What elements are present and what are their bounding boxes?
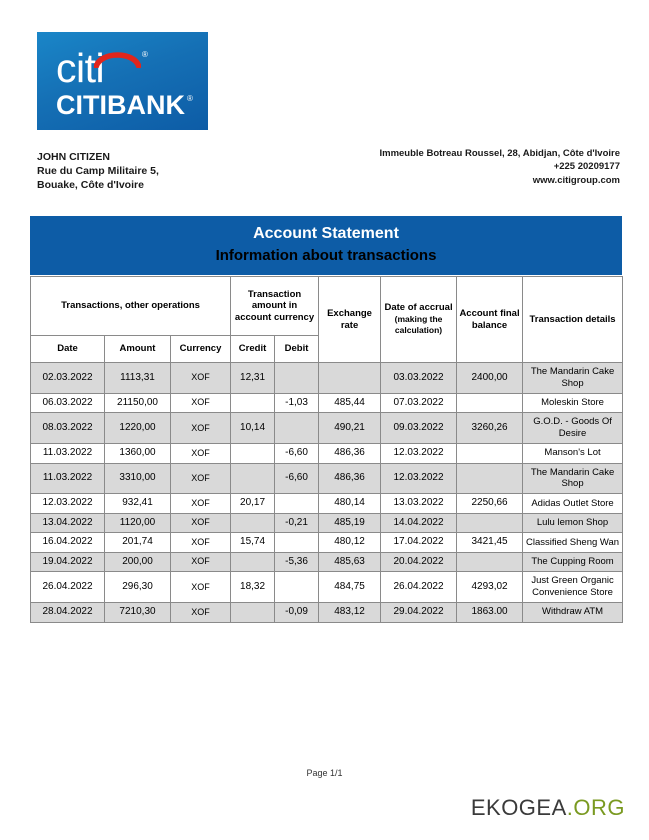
cell-currency: XOF	[171, 463, 231, 494]
cell-transaction-details: The Mandarin Cake Shop	[523, 463, 623, 494]
logo-registered-mark-bottom: ®	[187, 94, 193, 103]
cell-debit	[275, 533, 319, 553]
cell-amount: 201,74	[105, 533, 171, 553]
page-number: Page 1/1	[306, 768, 343, 778]
header-transactions-group: Transactions, other operations	[31, 277, 231, 336]
cell-debit: -6,60	[275, 444, 319, 464]
cell-transaction-details: Manson's Lot	[523, 444, 623, 464]
statement-subtitle: Information about transactions	[215, 247, 437, 265]
header-debit: Debit	[275, 336, 319, 363]
cell-currency: XOF	[171, 363, 231, 394]
cell-amount: 3310,00	[105, 463, 171, 494]
header-date-of-accrual-note: (making the calculation)	[394, 313, 443, 336]
cell-currency: XOF	[171, 513, 231, 533]
header-currency: Currency	[171, 336, 231, 363]
table-header-group-row	[31, 277, 623, 336]
cell-accrual-date: 07.03.2022	[381, 393, 457, 413]
cell-credit	[231, 393, 275, 413]
cell-exchange-rate	[319, 363, 381, 394]
cell-amount: 200,00	[105, 552, 171, 572]
cell-debit	[275, 572, 319, 603]
cell-currency: XOF	[171, 393, 231, 413]
cell-exchange-rate: 480,12	[319, 533, 381, 553]
cell-credit: 12,31	[231, 363, 275, 394]
cell-debit: -1,03	[275, 393, 319, 413]
header-transaction-amount-group: Transaction amount in account currency	[231, 277, 319, 336]
cell-exchange-rate: 486,36	[319, 444, 381, 464]
cell-amount: 1220,00	[105, 413, 171, 444]
cell-final-balance	[457, 393, 523, 413]
table-row	[31, 463, 623, 494]
cell-accrual-date: 03.03.2022	[381, 363, 457, 394]
cell-credit	[231, 603, 275, 623]
watermark-primary: EKOGEA	[470, 795, 567, 820]
table-row	[31, 413, 623, 444]
cell-date: 06.03.2022	[31, 393, 105, 413]
cell-exchange-rate: 484,75	[319, 572, 381, 603]
cell-debit	[275, 494, 319, 514]
cell-date: 02.03.2022	[31, 363, 105, 394]
cell-amount: 296,30	[105, 572, 171, 603]
table-row	[31, 572, 623, 603]
cell-accrual-date: 17.04.2022	[381, 533, 457, 553]
cell-amount: 21150,00	[105, 393, 171, 413]
cell-transaction-details: Moleskin Store	[523, 393, 623, 413]
statement-banner	[30, 216, 622, 275]
logo-registered-mark-top: ®	[142, 50, 148, 59]
cell-exchange-rate: 490,21	[319, 413, 381, 444]
cell-transaction-details: Withdraw ATM	[523, 603, 623, 623]
cell-amount: 1113,31	[105, 363, 171, 394]
cell-currency: XOF	[171, 494, 231, 514]
table-row	[31, 393, 623, 413]
header-transaction-details: Transaction details	[523, 277, 623, 363]
table-row	[31, 552, 623, 572]
cell-currency: XOF	[171, 533, 231, 553]
cell-transaction-details: Just Green Organic Convenience Store	[523, 572, 623, 603]
cell-final-balance: 3260,26	[457, 413, 523, 444]
cell-transaction-details: G.O.D. - Goods Of Desire	[523, 413, 623, 444]
header-exchange-rate: Exchange rate	[319, 277, 381, 363]
table-row	[31, 444, 623, 464]
header-date: Date	[31, 336, 105, 363]
cell-currency: XOF	[171, 603, 231, 623]
cell-debit	[275, 413, 319, 444]
cell-final-balance	[457, 552, 523, 572]
header-date-of-accrual	[381, 277, 457, 363]
cell-accrual-date: 12.03.2022	[381, 463, 457, 494]
cell-final-balance: 3421,45	[457, 533, 523, 553]
table-row	[31, 494, 623, 514]
transactions-table	[30, 276, 623, 623]
cell-currency: XOF	[171, 413, 231, 444]
table-row	[31, 533, 623, 553]
cell-transaction-details: The Cupping Room	[523, 552, 623, 572]
cell-currency: XOF	[171, 444, 231, 464]
customer-address-block	[37, 150, 159, 193]
table-row	[31, 603, 623, 623]
table-row	[31, 513, 623, 533]
cell-date: 28.04.2022	[31, 603, 105, 623]
cell-debit	[275, 363, 319, 394]
cell-date: 12.03.2022	[31, 494, 105, 514]
logo-background	[37, 32, 208, 130]
customer-name: JOHN CITIZEN	[37, 151, 110, 163]
cell-credit: 15,74	[231, 533, 275, 553]
cell-final-balance: 1863.00	[457, 603, 523, 623]
cell-date: 11.03.2022	[31, 444, 105, 464]
cell-accrual-date: 26.04.2022	[381, 572, 457, 603]
citibank-logo	[37, 32, 208, 130]
cell-exchange-rate: 485,19	[319, 513, 381, 533]
cell-date: 13.04.2022	[31, 513, 105, 533]
cell-final-balance	[457, 513, 523, 533]
cell-credit	[231, 463, 275, 494]
cell-credit: 20,17	[231, 494, 275, 514]
logo-citibank-text: CITIBANK	[56, 90, 185, 120]
citi-red-arc-icon	[94, 46, 141, 68]
cell-currency: XOF	[171, 552, 231, 572]
bank-website: www.citigroup.com	[532, 174, 620, 186]
cell-currency: XOF	[171, 572, 231, 603]
cell-accrual-date: 20.04.2022	[381, 552, 457, 572]
cell-transaction-details: Lulu lemon Shop	[523, 513, 623, 533]
customer-address-line-1: Rue du Camp Militaire 5,	[37, 165, 159, 178]
cell-date: 08.03.2022	[31, 413, 105, 444]
watermark	[471, 795, 625, 821]
cell-amount: 932,41	[105, 494, 171, 514]
cell-debit: -0,09	[275, 603, 319, 623]
cell-date: 26.04.2022	[31, 572, 105, 603]
cell-final-balance	[457, 444, 523, 464]
cell-exchange-rate: 480,14	[319, 494, 381, 514]
cell-exchange-rate: 486,36	[319, 463, 381, 494]
cell-credit	[231, 513, 275, 533]
cell-accrual-date: 29.04.2022	[381, 603, 457, 623]
cell-exchange-rate: 483,12	[319, 603, 381, 623]
cell-final-balance: 4293,02	[457, 572, 523, 603]
cell-final-balance: 2250,66	[457, 494, 523, 514]
cell-credit	[231, 552, 275, 572]
cell-debit: -6,60	[275, 463, 319, 494]
cell-date: 19.04.2022	[31, 552, 105, 572]
cell-transaction-details: Classified Sheng Wan	[523, 533, 623, 553]
bank-phone: +225 20209177	[553, 161, 620, 173]
cell-debit: -5,36	[275, 552, 319, 572]
header-date-of-accrual-main: Date of accrual	[384, 302, 453, 314]
cell-final-balance	[457, 463, 523, 494]
cell-exchange-rate: 485,63	[319, 552, 381, 572]
table-row	[31, 363, 623, 394]
transactions-table-body	[31, 363, 623, 623]
cell-accrual-date: 12.03.2022	[381, 444, 457, 464]
logo-citi-text: citi	[56, 45, 105, 91]
statement-title: Account Statement	[253, 225, 399, 242]
cell-date: 11.03.2022	[31, 463, 105, 494]
cell-final-balance: 2400,00	[457, 363, 523, 394]
cell-amount: 1120,00	[105, 513, 171, 533]
cell-transaction-details: Adidas Outlet Store	[523, 494, 623, 514]
cell-accrual-date: 09.03.2022	[381, 413, 457, 444]
cell-accrual-date: 13.03.2022	[381, 494, 457, 514]
cell-credit: 18,32	[231, 572, 275, 603]
cell-credit	[231, 444, 275, 464]
customer-address-line-2: Bouake, Côte d'Ivoire	[37, 179, 144, 192]
cell-amount: 1360,00	[105, 444, 171, 464]
watermark-secondary: .ORG	[566, 795, 625, 820]
cell-accrual-date: 14.04.2022	[381, 513, 457, 533]
header-account-final-balance: Account final balance	[457, 277, 523, 363]
cell-credit: 10,14	[231, 413, 275, 444]
cell-date: 16.04.2022	[31, 533, 105, 553]
cell-debit: -0,21	[275, 513, 319, 533]
cell-exchange-rate: 485,44	[319, 393, 381, 413]
bank-contact-block	[379, 147, 620, 187]
bank-address: Immeuble Botreau Roussel, 28, Abidjan, Côte d'Ivoire	[379, 148, 620, 159]
cell-transaction-details: The Mandarin Cake Shop	[523, 363, 623, 394]
cell-amount: 7210,30	[105, 603, 171, 623]
header-credit: Credit	[231, 336, 275, 363]
header-amount: Amount	[105, 336, 171, 363]
